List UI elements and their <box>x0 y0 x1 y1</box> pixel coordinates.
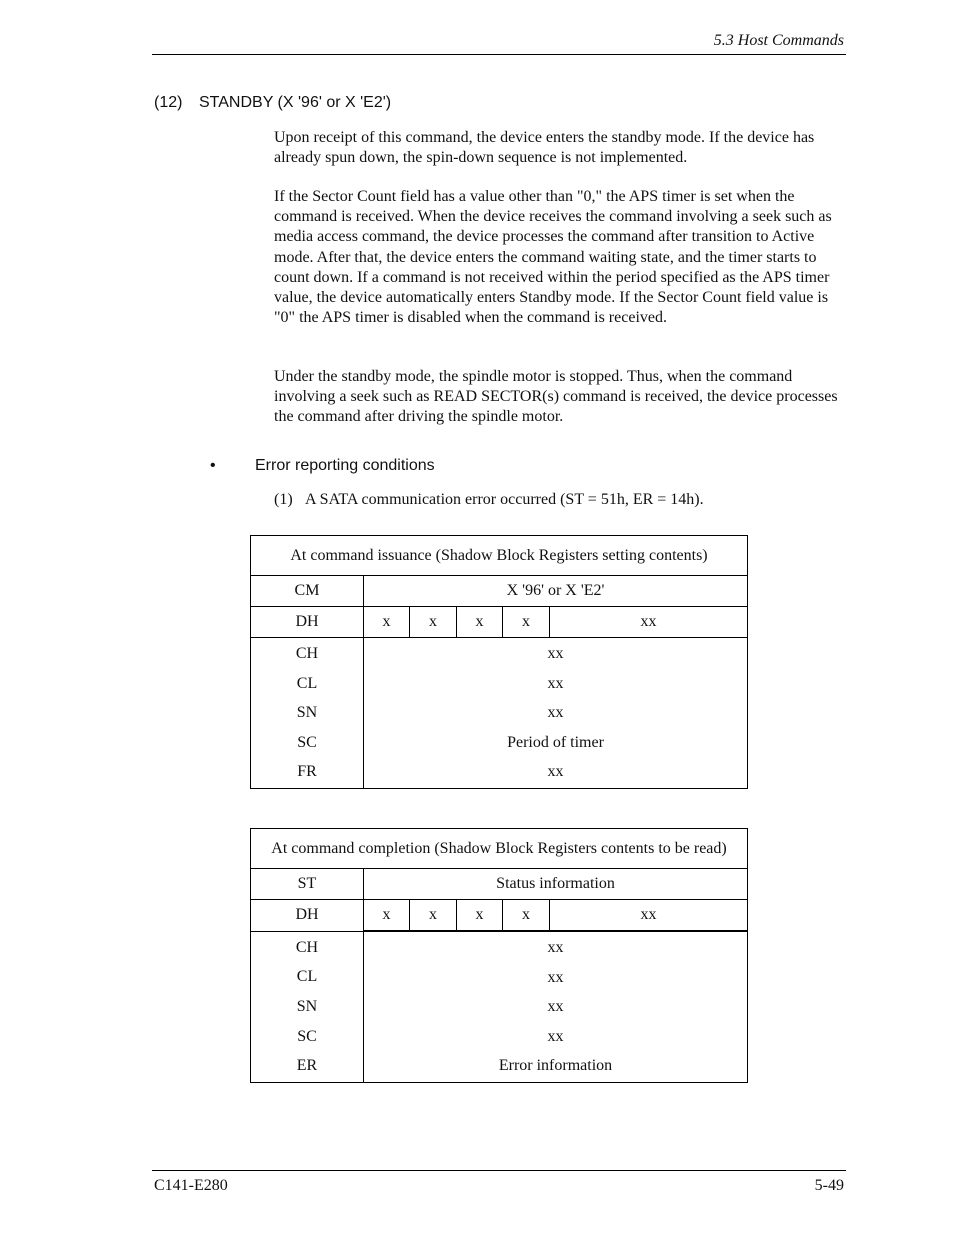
register-label-cl: CL <box>296 674 318 692</box>
dh-bit: x <box>364 900 410 932</box>
paragraph-2: If the Sector Count field has a value other than "0," the APS timer is set when the command is received. When the device receives the command involving a seek such as media access command, the device processes the command after transition to Active mode. After that, the device enters the command waiting state, and the timer starts to count down. If a command is not received within the period specified as the APS timer value, the device automatically enters Standby mode. If the Sector Count field value is "0" the APS timer is disabled when the command is received. <box>274 188 832 327</box>
register-value-cl: xx <box>547 968 564 986</box>
register-label-ch: CH <box>295 645 319 662</box>
register-value-fr: xx <box>547 763 564 781</box>
table-title: At command completion (Shadow Block Registers contents to be read) <box>251 829 748 869</box>
issuance-register-table <box>250 535 748 789</box>
bullet-icon: • <box>210 457 216 474</box>
page-number: 5-49 <box>814 1177 844 1194</box>
dh-bit: x <box>503 607 550 638</box>
dh-bit: x <box>457 607 503 638</box>
register-label-st: ST <box>251 869 364 900</box>
register-label-sc: SC <box>297 1027 317 1045</box>
heading-title: STANDBY (X '96' or X 'E2') <box>199 94 392 111</box>
register-value-sn: xx <box>547 704 564 722</box>
register-values <box>364 638 748 789</box>
dh-bit: x <box>410 607 457 638</box>
register-label-er: ER <box>296 1057 318 1075</box>
register-label-cm: CM <box>251 576 364 607</box>
register-label-ch: CH <box>295 938 319 956</box>
condition-text: A SATA communication error occurred (ST = 51h, ER = 14h). <box>305 491 704 508</box>
dh-bit: x <box>364 607 410 638</box>
dh-rest: xx <box>550 607 748 638</box>
page-header <box>152 30 846 55</box>
register-value-st: Status information <box>364 869 748 900</box>
dh-bit: x <box>410 900 457 932</box>
register-value-cl: xx <box>547 674 564 692</box>
register-label-sn: SN <box>296 704 318 722</box>
register-label-dh: DH <box>251 900 364 932</box>
dh-bit: x <box>503 900 550 932</box>
page-footer <box>152 1170 846 1194</box>
register-label-sc: SC <box>297 733 317 751</box>
dh-rest: xx <box>550 900 748 932</box>
register-label-fr: FR <box>297 763 317 781</box>
paragraph-1: Upon receipt of this command, the device enters the standby mode. If the device has already spun down, the spin-down sequence is not implemented. <box>274 129 815 167</box>
register-value-cm: X '96' or X 'E2' <box>364 576 748 607</box>
register-value-ch: xx <box>547 939 564 956</box>
register-labels <box>251 931 364 1082</box>
register-value-sc: xx <box>547 1027 564 1045</box>
register-value-sc: Period of timer <box>507 733 604 751</box>
completion-register-table <box>250 828 748 1083</box>
condition-number: (1) <box>274 491 293 508</box>
register-label-cl: CL <box>296 968 318 986</box>
register-value-sn: xx <box>547 998 564 1016</box>
register-labels <box>251 638 364 789</box>
table-title: At command issuance (Shadow Block Registers setting contents) <box>251 536 748 576</box>
register-label-dh: DH <box>251 607 364 638</box>
document-id: C141-E280 <box>154 1177 228 1194</box>
register-label-sn: SN <box>296 997 318 1015</box>
register-value-er: Error information <box>498 1057 613 1075</box>
bullet-text: Error reporting conditions <box>255 457 435 474</box>
section-heading <box>154 94 391 112</box>
header-section-title: 5.3 Host Commands <box>713 32 844 49</box>
heading-number: (12) <box>154 94 183 111</box>
register-values <box>364 931 748 1082</box>
paragraph-3: Under the standby mode, the spindle motor is stopped. Thus, when the command involving a seek such as READ SECTOR(s) command is received, the device processes the command after driving the spindle motor. <box>274 368 838 426</box>
register-value-ch: xx <box>547 645 564 662</box>
error-conditions-bullet <box>210 457 435 475</box>
error-condition-1 <box>274 491 704 509</box>
dh-bit: x <box>457 900 503 932</box>
